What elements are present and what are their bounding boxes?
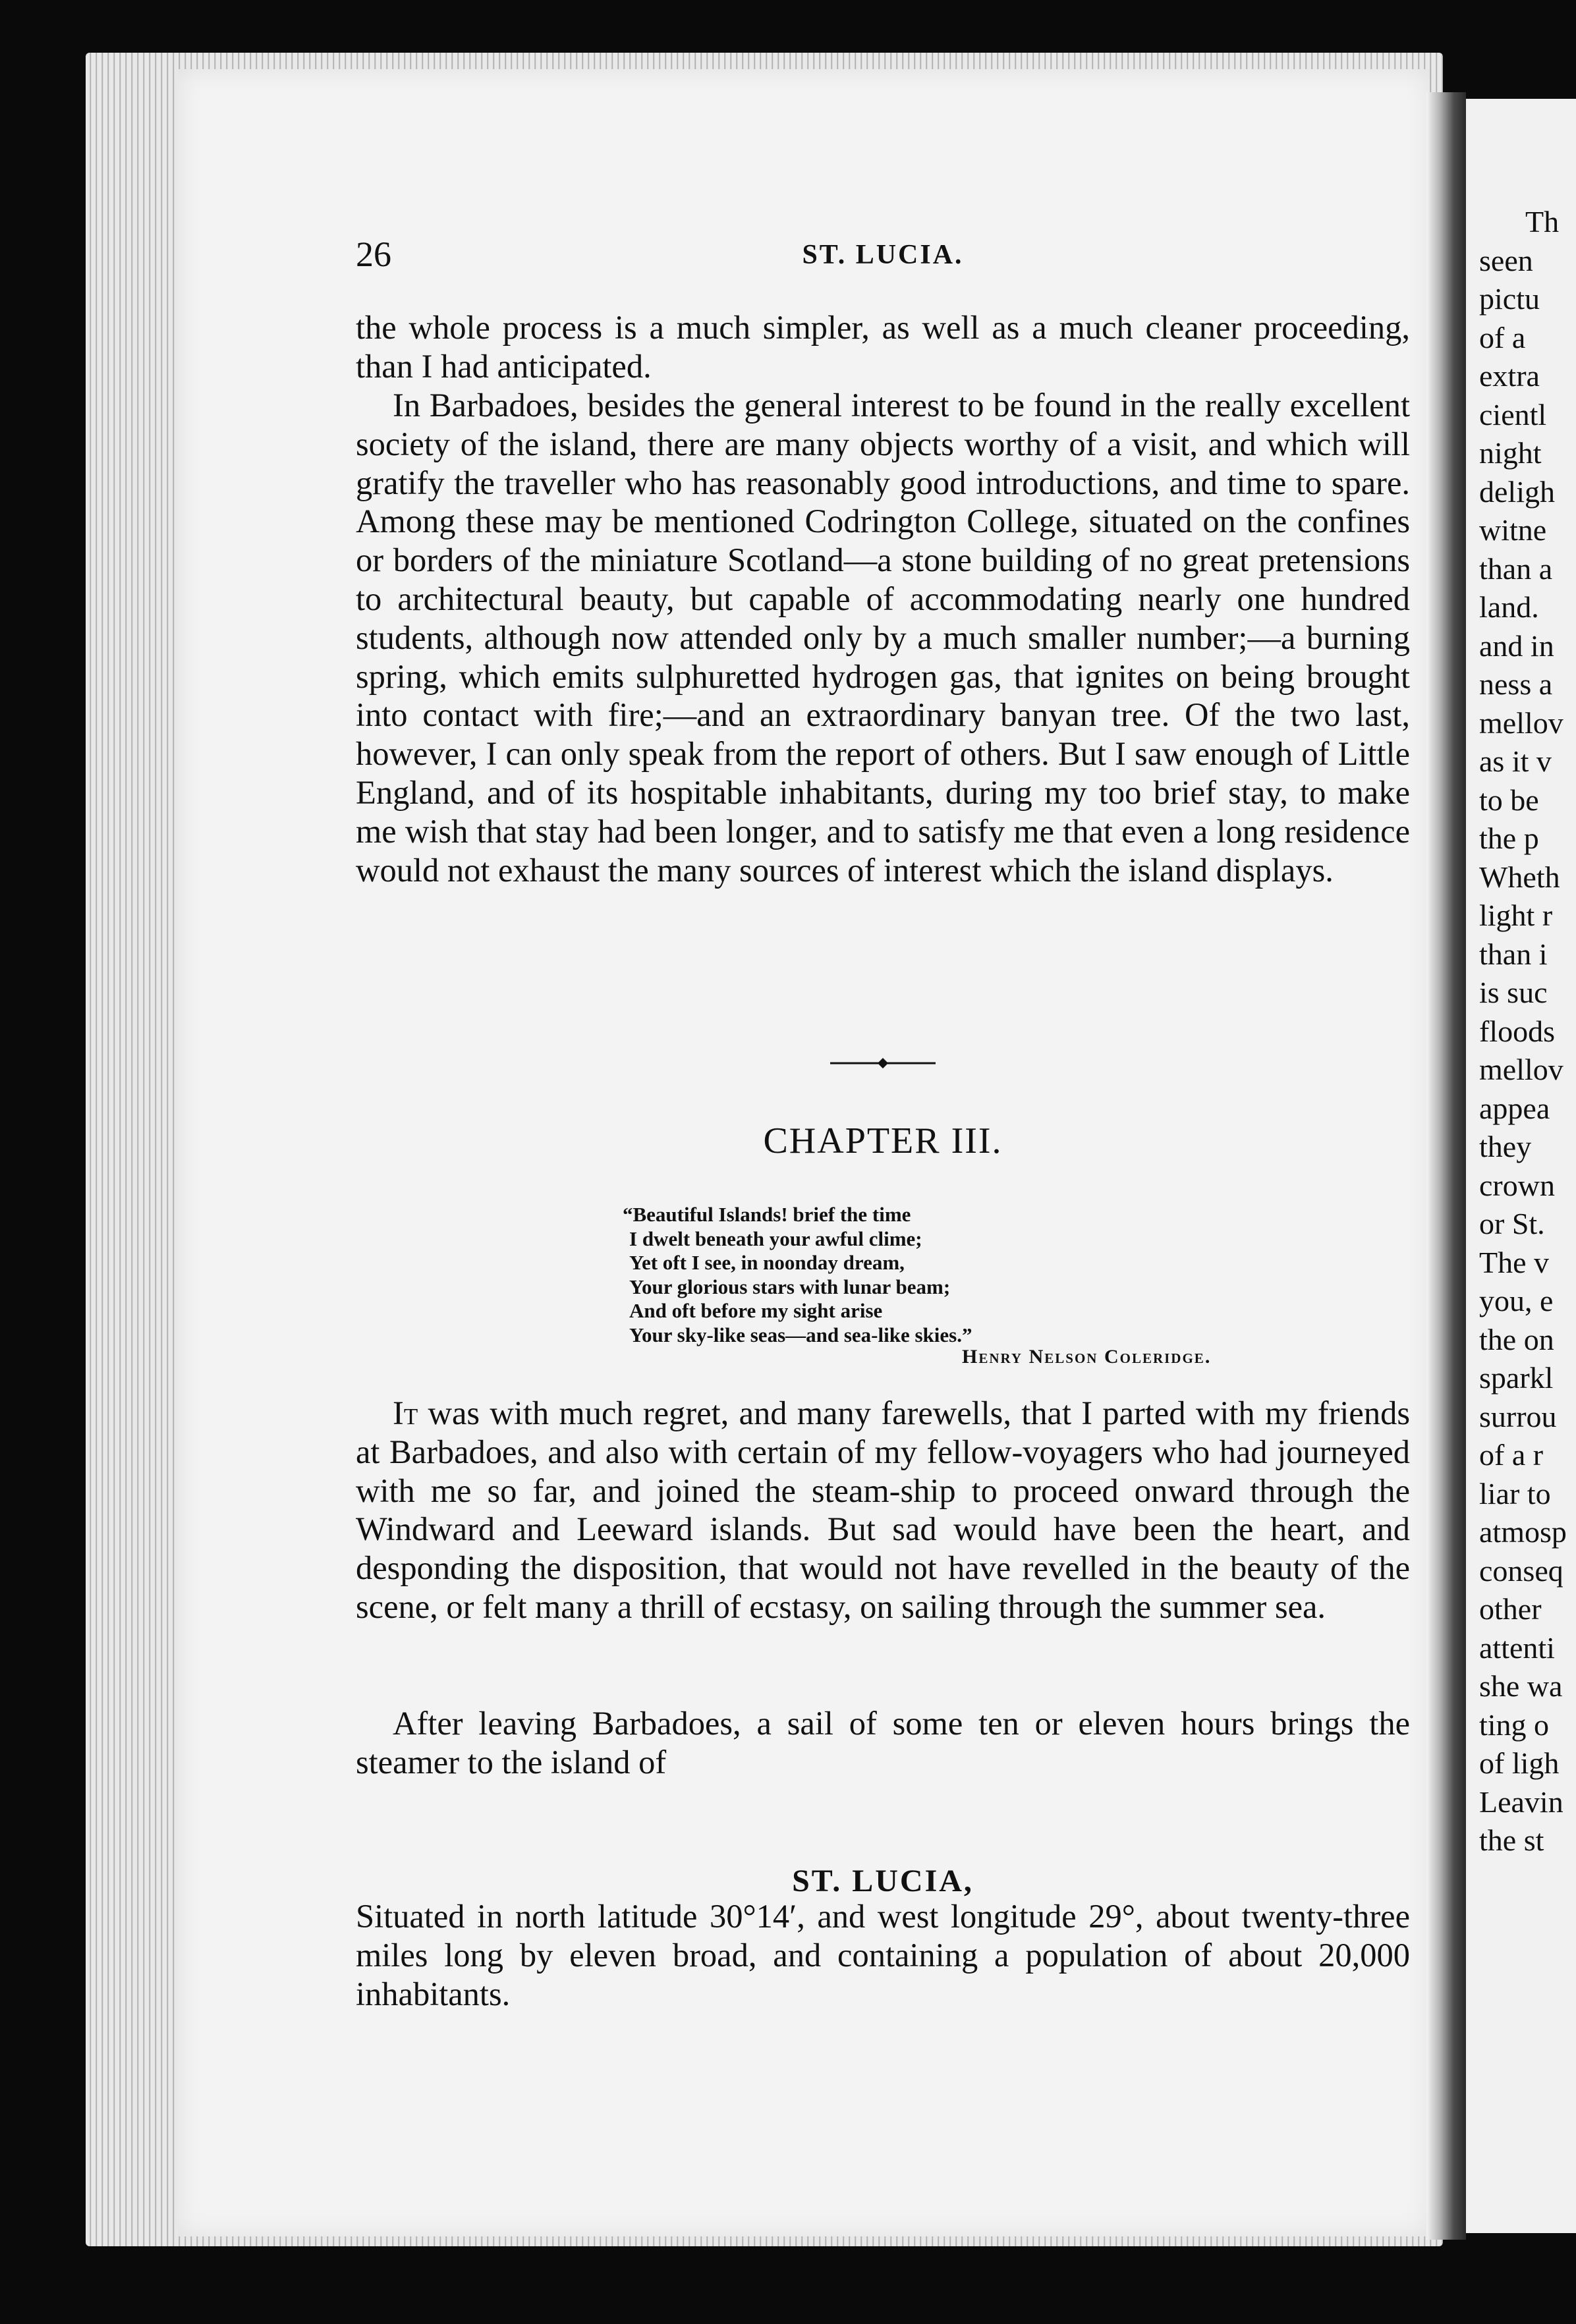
page-header bbox=[356, 234, 1410, 280]
facing-page-line: night bbox=[1479, 436, 1542, 470]
facing-page-line: mellov bbox=[1479, 706, 1563, 740]
facing-page-line: attenti bbox=[1479, 1630, 1555, 1665]
epigraph-line: Your sky-like seas—and sea-like skies.” bbox=[629, 1323, 972, 1346]
facing-page-line: Wheth bbox=[1479, 860, 1560, 894]
leaving-paragraph: After leaving Barbadoes, a sail of some ten or eleven hours brings the steamer to the island of bbox=[356, 1705, 1410, 1781]
facing-page-line: floods bbox=[1479, 1014, 1555, 1048]
facing-page-line: extra bbox=[1479, 359, 1540, 393]
running-title: ST. LUCIA. bbox=[802, 240, 964, 270]
facing-page-line: ness a bbox=[1479, 667, 1553, 701]
epigraph-line: “Beautiful Islands! brief the time bbox=[623, 1203, 911, 1226]
facing-page-line: light r bbox=[1479, 899, 1553, 932]
facing-page-line: ting o bbox=[1479, 1707, 1550, 1742]
epigraph bbox=[623, 1203, 1288, 1347]
facing-page-line: sparkl bbox=[1479, 1361, 1554, 1395]
facing-page-line: the on bbox=[1479, 1322, 1554, 1356]
section-ornament bbox=[830, 1057, 936, 1070]
continuation-paragraph: the whole process is a much simpler, as well as a much cleaner proceeding, than I had anticipated. bbox=[356, 309, 1410, 385]
epigraph-attribution: Henry Nelson Coleridge. bbox=[962, 1346, 1212, 1368]
facing-page-line: Leavin bbox=[1479, 1784, 1563, 1819]
facing-page-line: they bbox=[1479, 1130, 1532, 1163]
facing-page-line: appea bbox=[1479, 1091, 1550, 1125]
facing-page-line: to be bbox=[1479, 783, 1539, 817]
facing-page-line: seen bbox=[1479, 243, 1533, 277]
facing-page-line: of a r bbox=[1479, 1438, 1544, 1472]
facing-page-line: or St. bbox=[1479, 1207, 1545, 1240]
opening-paragraph-text: was with much regret, and many farewells, that I parted with my friends at Barbadoes, and also with certain of my fellow-voyagers who had journeyed with me so far, and joined the steam-ship to proceed onward through the Windward and Leeward islands. But sad would have been the heart, and desponding the disposition, that would not have revelled in the beauty of the scene, or felt many a thrill of ecstasy, on sailing through the summer sea. bbox=[356, 1395, 1410, 1625]
facing-page bbox=[1466, 99, 1576, 2233]
facing-page-line: the p bbox=[1479, 821, 1539, 855]
facing-page-line: you, e bbox=[1479, 1284, 1554, 1317]
section-heading: ST. LUCIA, bbox=[792, 1864, 974, 1898]
opening-paragraph bbox=[356, 1394, 1410, 1626]
facing-page-line: Th bbox=[1525, 205, 1560, 238]
page-number: 26 bbox=[356, 235, 391, 274]
facing-page-line: conseq bbox=[1479, 1553, 1563, 1588]
chapter-title: CHAPTER III. bbox=[763, 1120, 1003, 1161]
situation-paragraph: Situated in north latitude 30°14′, and west longitude 29°, about twenty-three miles long by eleven broad, and containing a population of about 20,000 inhabitants. bbox=[356, 1898, 1410, 2012]
facing-page-line: other bbox=[1479, 1592, 1542, 1626]
facing-page-line: the st bbox=[1479, 1823, 1544, 1857]
facing-page-line: of ligh bbox=[1479, 1746, 1560, 1780]
epigraph-line: Your glorious stars with lunar beam; bbox=[629, 1275, 951, 1298]
facing-page-line: is suc bbox=[1479, 976, 1548, 1009]
facing-page-line: than i bbox=[1479, 937, 1548, 971]
facing-page-line: she wa bbox=[1479, 1669, 1563, 1703]
facing-page-line: as it v bbox=[1479, 744, 1552, 778]
facing-page-line: deligh bbox=[1479, 474, 1555, 509]
facing-page-line: than a bbox=[1479, 551, 1553, 586]
facing-page-line: pictu bbox=[1479, 282, 1540, 316]
facing-page-line: and in bbox=[1479, 628, 1554, 663]
opening-first-word: It bbox=[393, 1395, 418, 1431]
epigraph-line: I dwelt beneath your awful clime; bbox=[629, 1227, 922, 1250]
facing-page-line: The v bbox=[1479, 1245, 1550, 1279]
facing-page-line: surrou bbox=[1479, 1399, 1557, 1433]
epigraph-line: And oft before my sight arise bbox=[629, 1299, 883, 1322]
facing-page-line: crown bbox=[1479, 1168, 1555, 1202]
facing-page-line: mellov bbox=[1479, 1053, 1563, 1086]
facing-page-line: atmosp bbox=[1479, 1515, 1567, 1549]
book-gutter bbox=[1426, 92, 1466, 2240]
facing-page-line: cientl bbox=[1479, 397, 1547, 431]
barbadoes-paragraph: In Barbadoes, besides the general interest to be found in the really excellent society of the island, there are many objects worthy of a visit, and which will gratify the traveller who has reasonably good introductions, and time to spare. Among these may be mentioned Codrington College, situated on the confines or borders of the miniature Scotland—a stone building of no great pretensions to architectural beauty, but capable of accommodating nearly one hundred students, although now attended only by a much smaller number;—a burning spring, which emits sulphuretted hydrogen gas, that ignites on being brought into contact with fire;—and an extraordinary banyan tree. Of the two last, however, I can only speak from the report of others. But I saw enough of Little England, and of its hospitable inhabitants, during my too brief stay, to make me wish that stay had been longer, and to satisfy me that even a long residence would not exhaust the many sources of interest which the island displays. bbox=[356, 387, 1410, 889]
facing-page-line: witne bbox=[1479, 513, 1547, 547]
facing-page-line: liar to bbox=[1479, 1476, 1551, 1510]
facing-page-line: land. bbox=[1479, 590, 1539, 624]
epigraph-line: Yet oft I see, in noonday dream, bbox=[629, 1251, 905, 1274]
facing-page-line: of a bbox=[1479, 320, 1526, 354]
